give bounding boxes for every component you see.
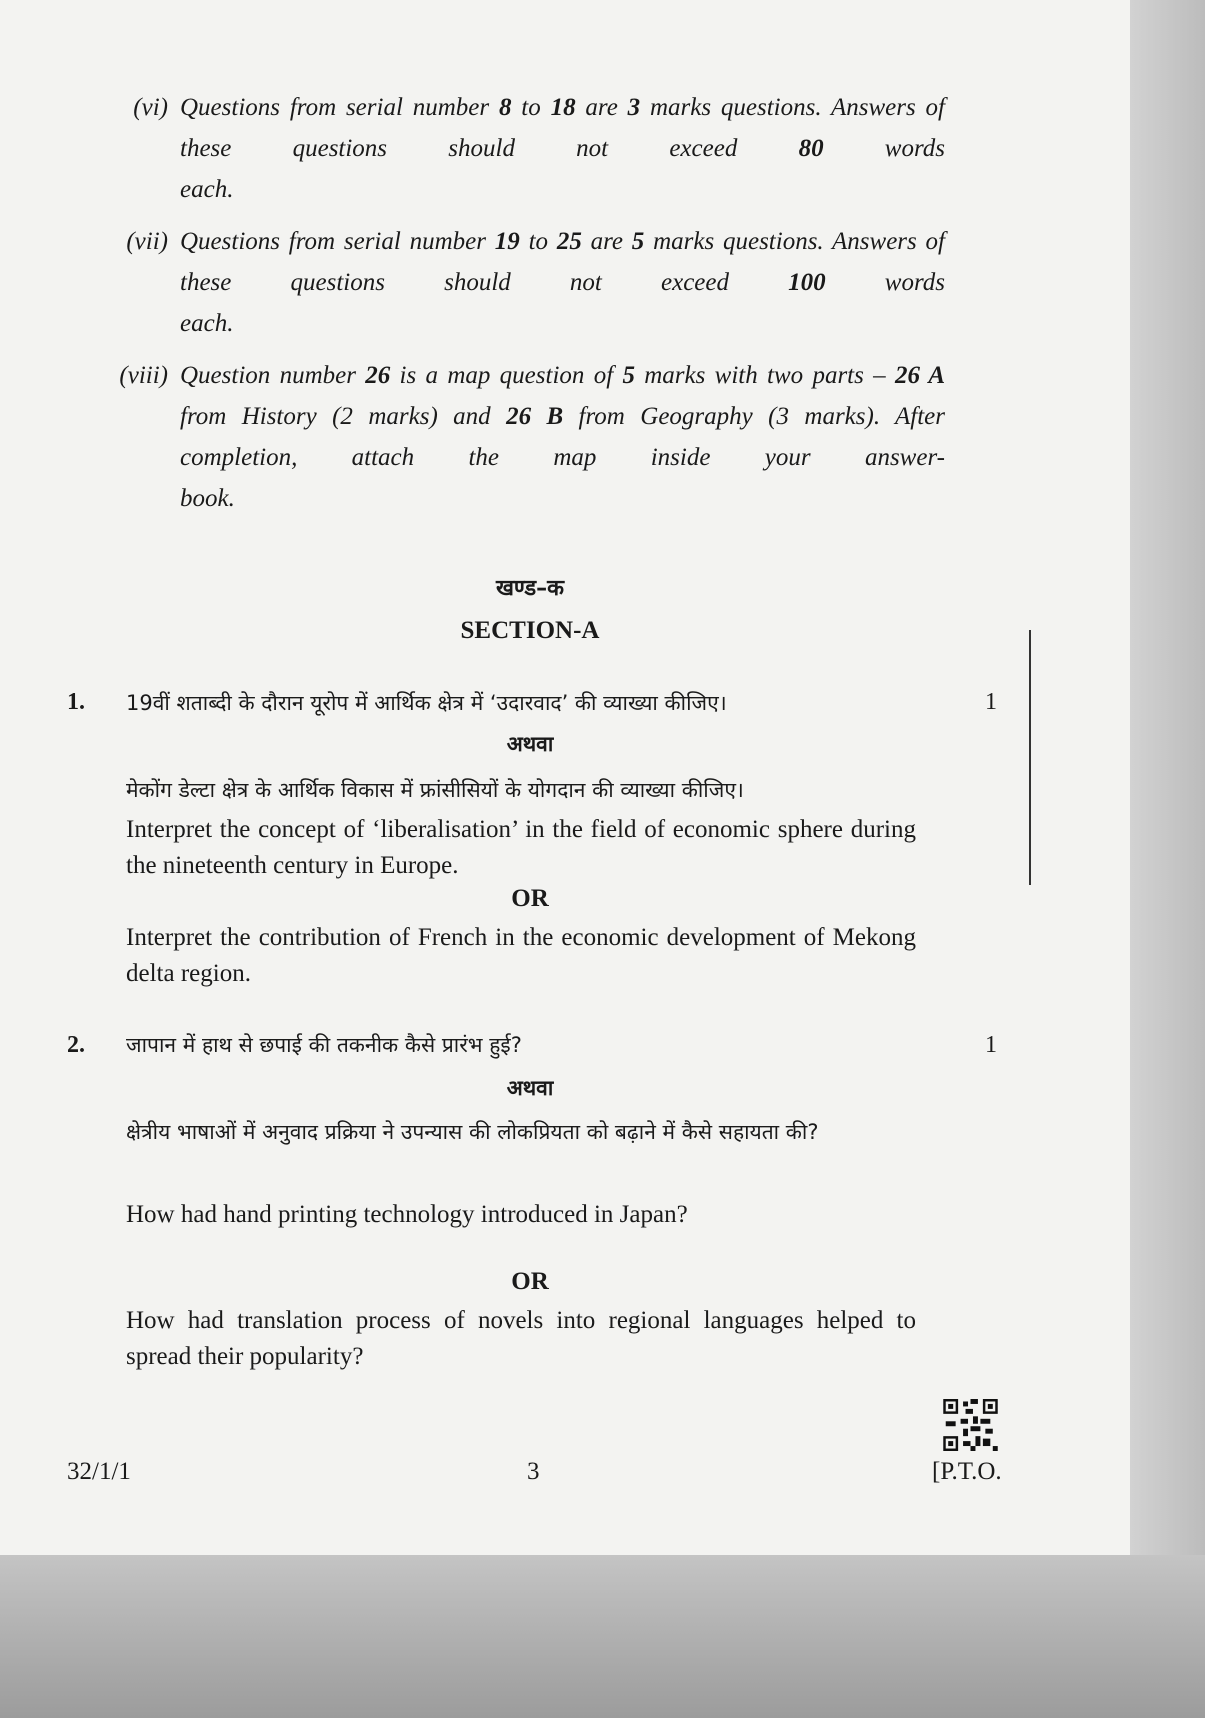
instruction-line: Answers of these questions should not exceed 100 words — [180, 228, 945, 296]
question-alt-english: Interpret the contribution of French in the economic development of Mekong delta region. — [126, 924, 916, 987]
or-separator-hindi: अथवा — [506, 732, 554, 756]
question-text-hindi: 19वीं शताब्दी के दौरान यूरोप में आर्थिक क्षेत्र में ‘उदारवाद’ की व्याख्या कीजिए। — [126, 691, 727, 715]
question-marks: 1 — [985, 689, 997, 715]
please-turn-over: [P.T.O. — [932, 1458, 1002, 1485]
or-separator-english: OR — [511, 1268, 549, 1295]
page-number: 3 — [527, 1458, 540, 1485]
instruction-line: Answers of these questions should not exceed 80 words — [180, 94, 945, 162]
question-marks: 1 — [985, 1032, 997, 1058]
question-text-english: How had hand printing technology introduced in Japan? — [126, 1201, 688, 1228]
instruction-line: Questions from serial number 19 to 25 are 5 marks questions. — [180, 228, 824, 255]
scan-background-bottom — [0, 1555, 1205, 1718]
instruction-number: (viii) — [119, 362, 168, 389]
instruction-line: each. — [180, 176, 234, 203]
instruction-line: each. — [180, 310, 234, 337]
question-text-hindi: जापान में हाथ से छपाई की तकनीक कैसे प्रारंभ हुई? — [126, 1033, 522, 1057]
instruction-line: Questions from serial number 8 to 18 are 3 marks questions. — [180, 94, 822, 121]
question-number: 2. — [67, 1032, 85, 1058]
instruction-line: parts – 26 A from History (2 marks) and 26 B from Geography — [180, 362, 946, 430]
question-number: 1. — [67, 689, 85, 715]
or-separator-english: OR — [511, 885, 549, 912]
or-separator-hindi: अथवा — [506, 1076, 554, 1100]
qr-code-icon — [943, 1399, 998, 1451]
instruction-line: Question number 26 is a map question of 5 marks with two — [180, 362, 804, 389]
instruction-line: (3 marks). After completion, attach the map inside your answer- — [180, 403, 946, 471]
question-alt-hindi: क्षेत्रीय भाषाओं में अनुवाद प्रक्रिया ने उपन्यास की लोकप्रियता को बढ़ाने में कैसे सहायता की? — [126, 1120, 819, 1144]
question-alt-hindi: मेकोंग डेल्टा क्षेत्र के आर्थिक विकास में फ्रांसीसियों के योगदान की व्याख्या कीजिए। — [126, 778, 744, 802]
section-heading-hindi: खण्ड–क — [495, 576, 565, 601]
question-alt-english: How had translation process of novels into regional languages helped to spread their popularity? — [126, 1307, 916, 1370]
question-text-english: Interpret the concept of ‘liberalisation’ in the field of economic sphere during the nineteenth century in Europe. — [126, 816, 916, 879]
instruction-number: (vi) — [133, 94, 168, 121]
instruction-number: (vii) — [126, 228, 168, 255]
scan-background-right — [1130, 0, 1205, 1718]
section-heading-english: SECTION-A — [460, 617, 600, 644]
instruction-line: book. — [180, 485, 235, 512]
margin-line — [1029, 630, 1031, 885]
paper-code: 32/1/1 — [67, 1458, 131, 1485]
